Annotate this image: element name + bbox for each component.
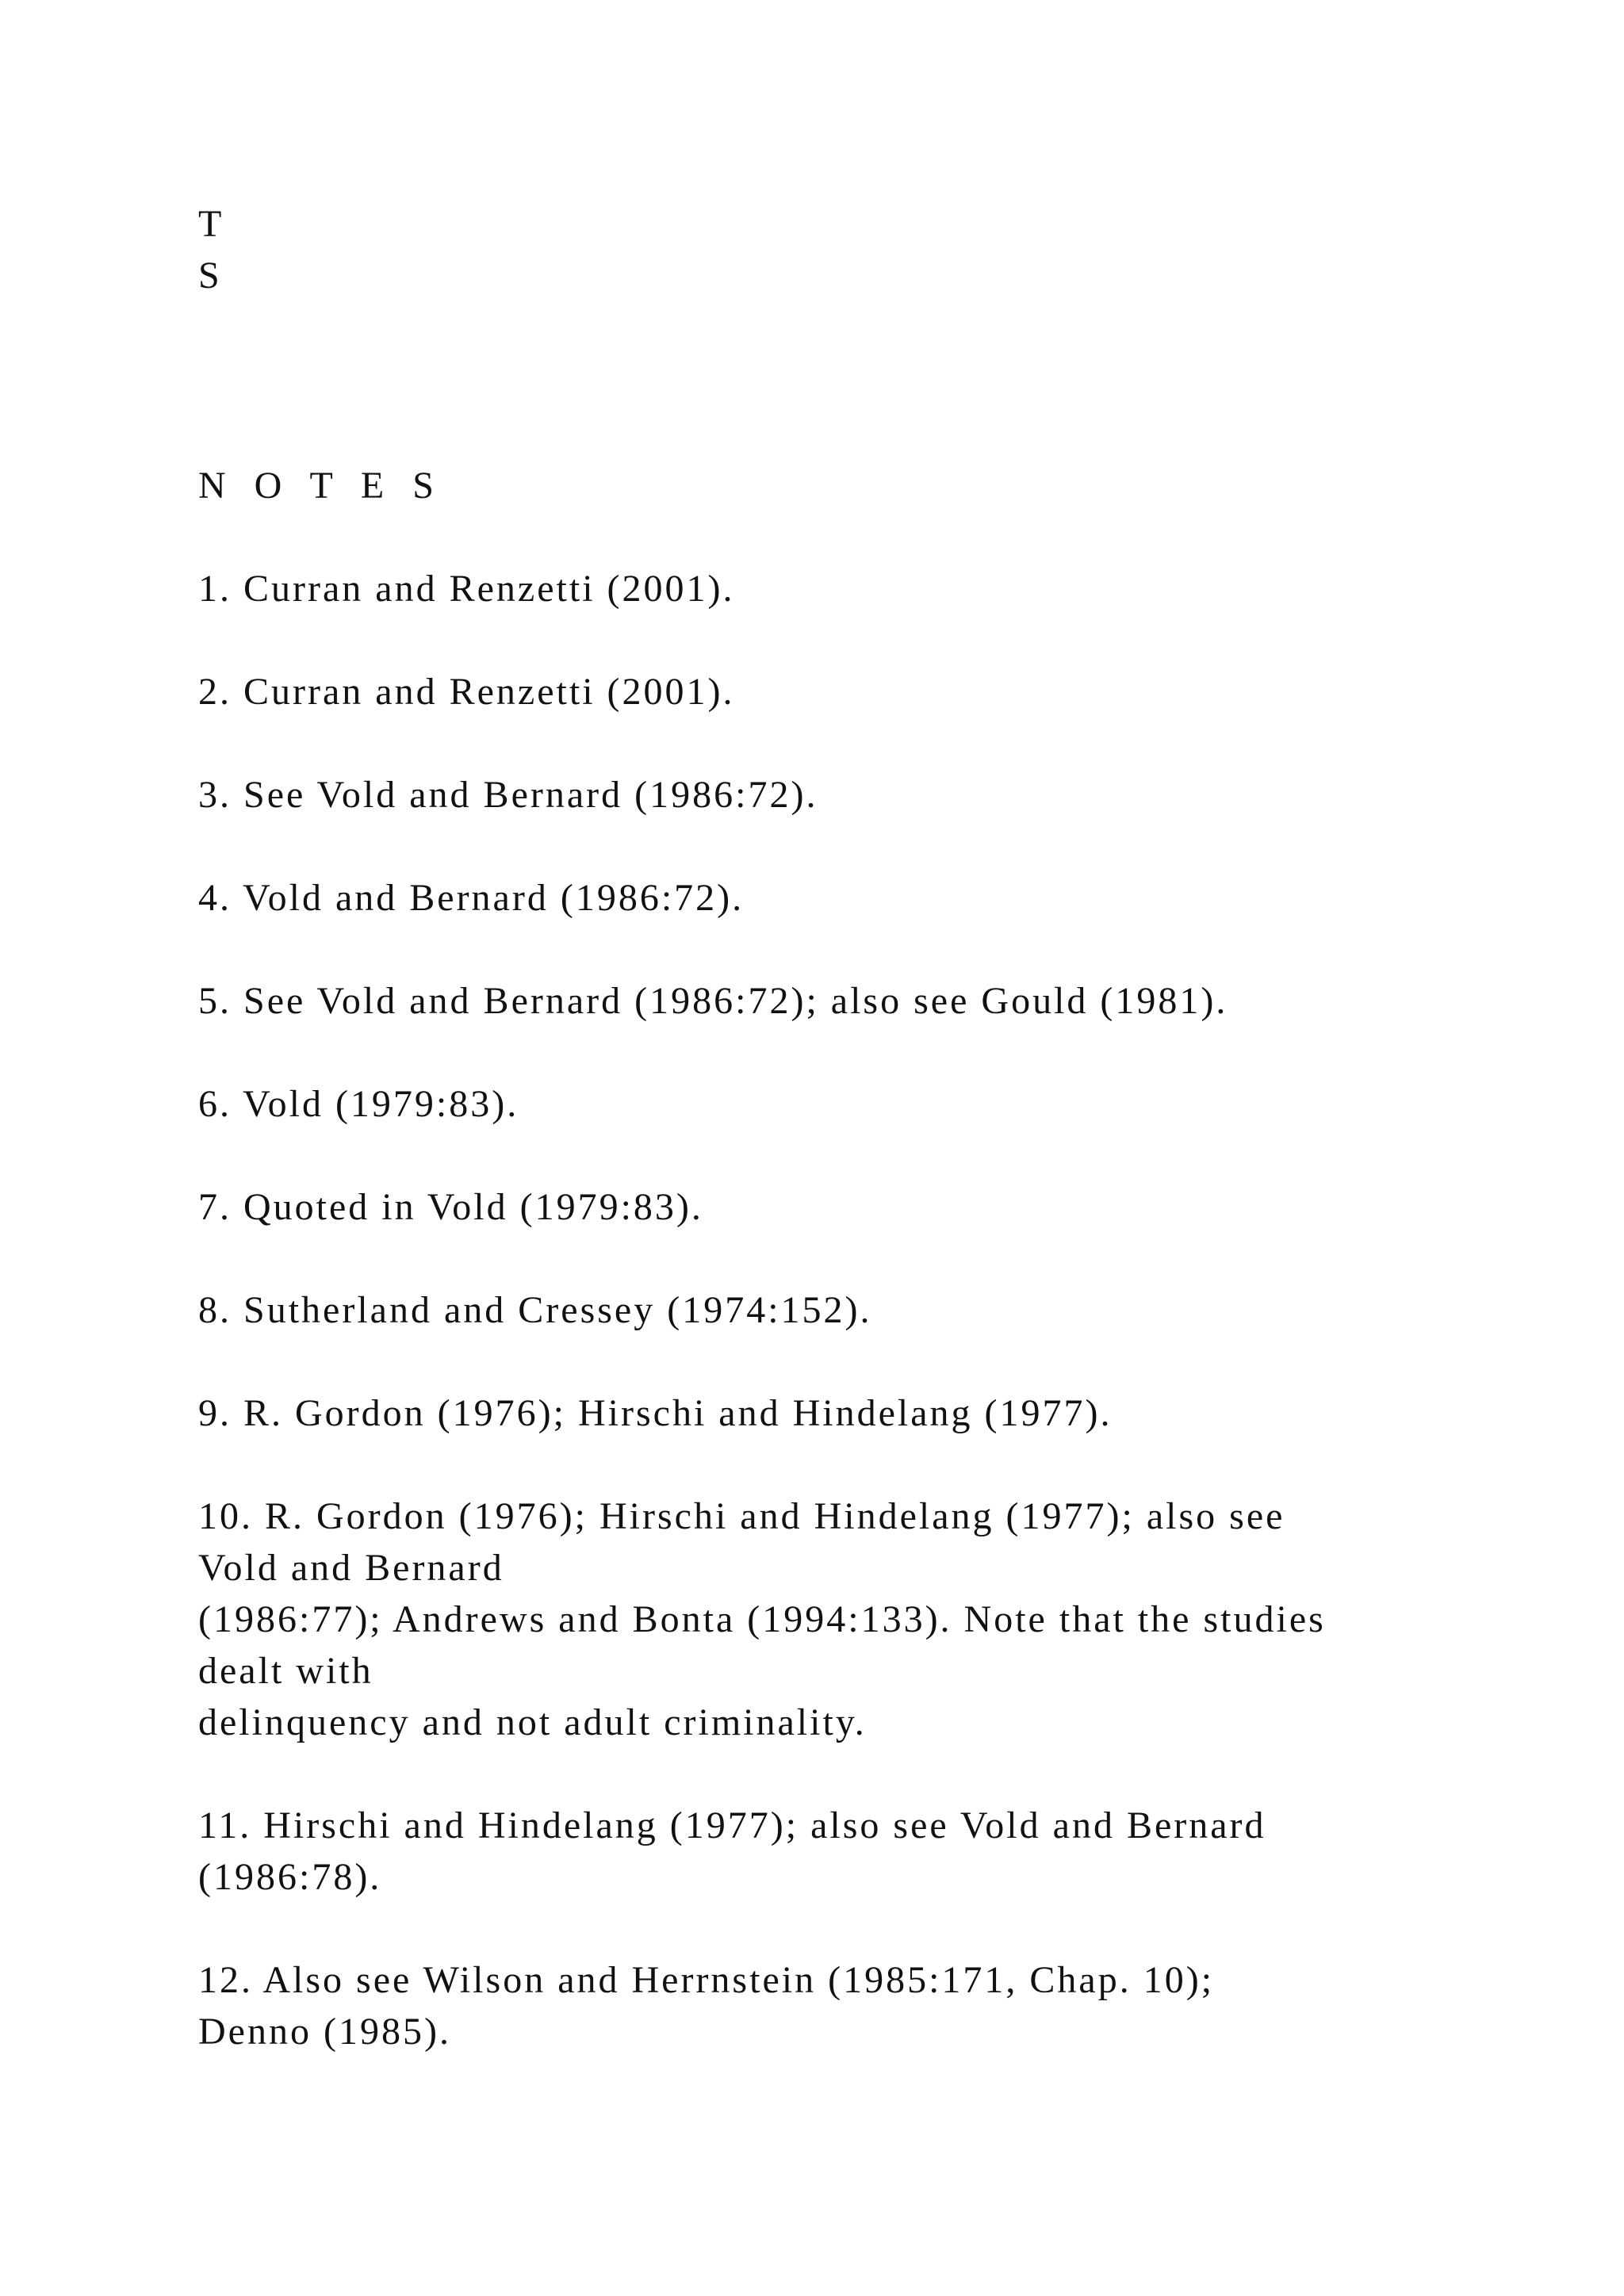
note-8 [198,1284,1515,1336]
header-letters [198,198,1515,301]
note-line: 6. Vold (1979:83). [198,1083,519,1125]
note-line: 1. Curran and Renzetti (2001). [198,568,735,610]
note-line: 9. R. Gordon (1976); Hirschi and Hindelang (1977). [198,1392,1113,1434]
header-letter-s: S [198,254,222,297]
note-4 [198,872,1515,924]
note-9 [198,1387,1515,1439]
note-line: delinquency and not adult criminality. [198,1701,867,1743]
note-line: 3. See Vold and Bernard (1986:72). [198,774,818,816]
note-7 [198,1181,1515,1233]
note-5 [198,975,1515,1027]
document-page [198,198,1515,2057]
note-1 [198,563,1515,614]
note-line: 5. See Vold and Bernard (1986:72); also see Gould (1981). [198,980,1228,1022]
note-line: 7. Quoted in Vold (1979:83). [198,1186,703,1228]
note-line: Vold and Bernard [198,1547,504,1589]
note-line: 4. Vold and Bernard (1986:72). [198,877,745,919]
note-line: 8. Sutherland and Cressey (1974:152). [198,1289,872,1331]
note-line: 11. Hirschi and Hindelang (1977); also see Vold and Bernard [198,1804,1266,1846]
note-6 [198,1078,1515,1130]
note-line: 2. Curran and Renzetti (2001). [198,671,735,713]
note-line: dealt with [198,1650,373,1692]
note-line: 10. R. Gordon (1976); Hirschi and Hindelang (1977); also see [198,1495,1285,1537]
header-letter-t: T [198,203,224,245]
note-2 [198,666,1515,718]
note-3 [198,769,1515,821]
note-line: Denno (1985). [198,2011,451,2053]
note-11 [198,1800,1515,1903]
note-line: (1986:77); Andrews and Bonta (1994:133). Note that the studies [198,1598,1326,1640]
notes-list [198,563,1515,2057]
note-line: (1986:78). [198,1856,382,1898]
notes-heading: N O T E S [198,465,443,507]
note-line: 12. Also see Wilson and Herrnstein (1985:171, Chap. 10); [198,1959,1215,2001]
note-10 [198,1490,1515,1748]
note-12 [198,1954,1515,2057]
